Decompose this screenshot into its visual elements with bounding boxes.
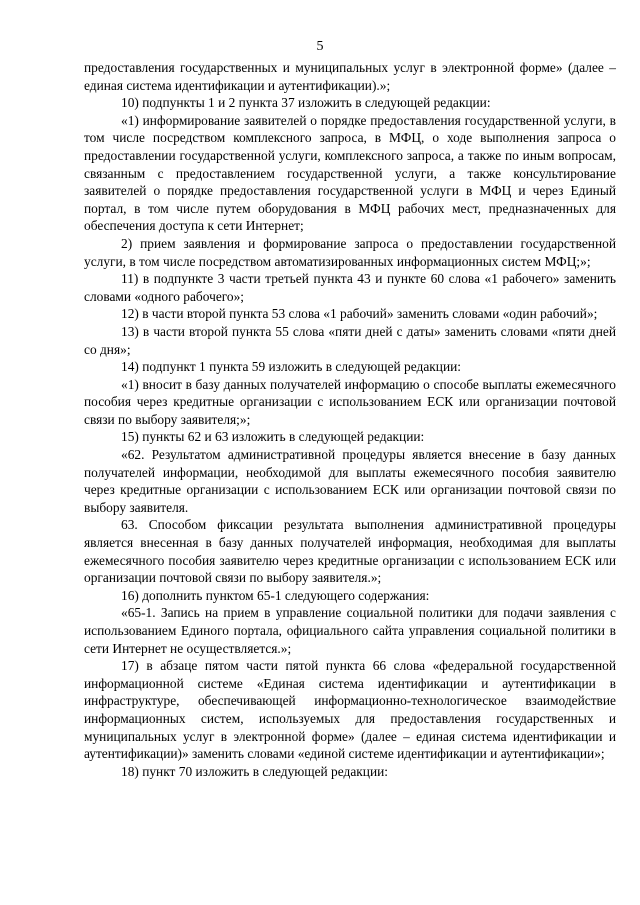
paragraph-continuation: предоставления государственных и муниципальных услуг в электронной форме» (далее – единая система идентификации и аутентификации).»; — [84, 60, 616, 93]
paragraph-item-14: 14) подпункт 1 пункта 59 изложить в следующей редакции: — [121, 359, 461, 375]
paragraph-item-16: 16) дополнить пунктом 65-1 следующего содержания: — [121, 587, 430, 603]
paragraph-item-15: 15) пункты 62 и 63 изложить в следующей редакции: — [121, 429, 425, 445]
document-body — [84, 59, 616, 780]
paragraph-point-62: «62. Результатом административной процедуры является внесение в базу данных получателей информации, необходимой для выплаты ежемесячного пособия заявителю через кредитные организации с использованием ЕСК или организации почтовой связи по выбору заявителя. — [84, 447, 616, 515]
paragraph-item-17: 17) в абзаце пятом части пятой пункта 66 слова «федеральной государственной информационной системе «Единая система идентификации и аутентификации в инфраструктуре, обеспечивающей информационно-технологическое взаимодействие информационных систем, используемых для предоставления государственных и муниципальных услуг в электронной форме» (далее – единая система идентификации и аутентификации)» заменить словами «единой системе идентификации и аутентификации»; — [84, 658, 616, 762]
paragraph-item-12: 12) в части второй пункта 53 слова «1 рабочий» заменить словами «один рабочий»; — [121, 306, 598, 322]
paragraph-item-10: 10) подпункты 1 и 2 пункта 37 изложить в следующей редакции: — [121, 95, 491, 111]
paragraph-point-63: 63. Способом фиксации результата выполнения административной процедуры является внесенная в базу данных получателей информация, необходимая для выплаты ежемесячного пособия заявителю через кредитные организации с использованием ЕСК или организации почтовой связи по выбору заявителя.»; — [84, 517, 616, 586]
paragraph-subitem-1: «1) информирование заявителей о порядке предоставления государственной услуги, в том числе посредством комплексного запроса, в МФЦ, о ходе выполнения запроса о предоставлении государственной услуги, комплексного запроса, а также по иным вопросам, связанным с предоставлением государственной услуги, а также консультирование заявителей о порядке предоставления государственной услуги в МФЦ и через Единый портал, в том числе путем оборудования в МФЦ рабочих мест, предназначенных для обеспечения доступа к сети Интернет; — [84, 112, 616, 234]
paragraph-item-11: 11) в подпункте 3 части третьей пункта 43 и пункте 60 слова «1 рабочего» заменить словами «одного рабочего»; — [84, 271, 616, 304]
paragraph-item-13: 13) в части второй пункта 55 слова «пяти дней с даты» заменить словами «пяти дней со дня»; — [84, 323, 616, 357]
paragraph-point-65-1: «65-1. Запись на прием в управление социальной политики для подачи заявления с использованием Единого портала, официального сайта управления социальной политики в сети Интернет не осуществляется.»; — [84, 605, 616, 656]
paragraph-subitem-1-new: «1) вносит в базу данных получателей информацию о способе выплаты ежемесячного пособия через кредитные организации с использованием ЕСК или организации почтовой связи по выбору заявителя;»; — [84, 376, 616, 427]
paragraph-subitem-2: 2) прием заявления и формирование запроса о предоставлении государственной услуги, в том числе посредством автоматизированных информационных систем МФЦ;»; — [84, 235, 616, 269]
page-number: 5 — [316, 39, 324, 54]
paragraph-item-18: 18) пункт 70 изложить в следующей редакции: — [121, 763, 389, 779]
